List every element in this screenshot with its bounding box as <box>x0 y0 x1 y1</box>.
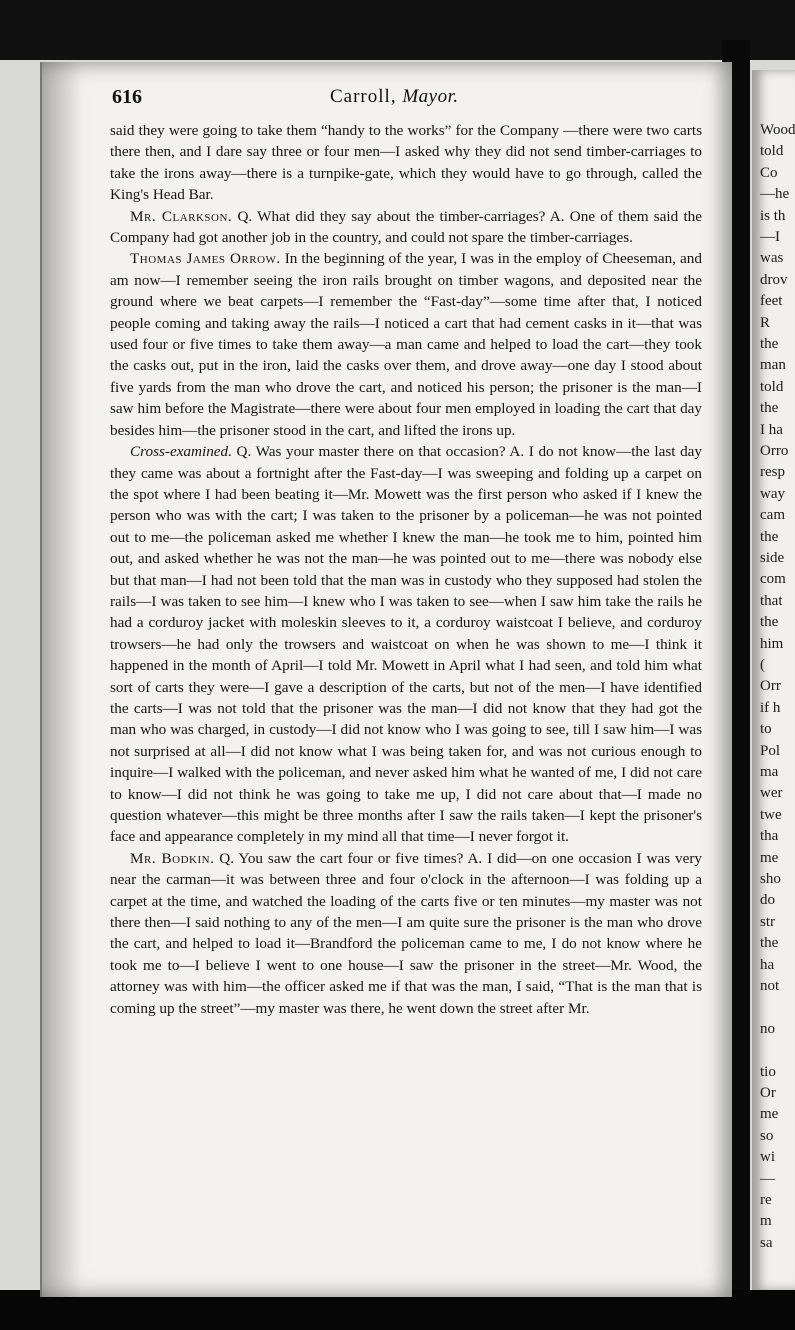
facing-page-line: that <box>760 592 783 609</box>
facing-page-fragment <box>752 70 795 1290</box>
facing-page-line: Orr <box>760 678 781 695</box>
facing-page-line: me <box>760 1106 779 1123</box>
facing-page-line: so <box>760 1127 774 1144</box>
facing-page-line: Wood <box>760 122 795 138</box>
facing-page-line: R <box>760 314 771 331</box>
facing-page-line: not <box>760 978 780 994</box>
facing-page-line: no <box>760 1020 775 1037</box>
paragraph <box>110 248 702 441</box>
facing-page-line: sa <box>760 1234 773 1251</box>
facing-page-line: to <box>760 721 772 738</box>
facing-page-line: —he <box>760 186 790 203</box>
facing-page-line: re <box>760 1192 772 1208</box>
facing-page-line: told <box>760 378 784 395</box>
paragraph <box>110 848 702 1019</box>
paragraph <box>110 120 702 206</box>
page-number: 616 <box>112 86 142 108</box>
speaker-label: Cross-examined. <box>130 443 232 461</box>
running-title: Carroll, Mayor. <box>330 86 459 107</box>
facing-page-line: feet <box>760 293 783 310</box>
facing-page-line: resp <box>760 464 785 481</box>
paragraph <box>110 206 702 249</box>
facing-page-line: drov <box>760 271 788 288</box>
facing-page-line: I ha <box>760 421 783 438</box>
facing-page-line: —I <box>760 229 780 245</box>
paragraph-text: Q. Was your master there on that occasion? A. I do not know—the last day they came was about a fortnight after the Fast-day—I was sweeping and folding up a carpet on the spot where I had been beating it—Mr. Mowett was the first person who asked if I knew the person who was with the cart; I was taken to the prisoner by a policeman—he was not pointed out to me—the policeman asked me whether I knew the man—he took me to him, pointed him out, and asked whether he was not the man—he was pointed out to me—there was nobody else but that man—I had not been told that the man was in custody who they supposed had stolen the rails—I was taken to see him—I knew who I was taken to see—when I saw him take the rails he had a corduroy jacket with moleskin sleeves to it, a corduroy waistcoat I believe, and corduroy trowsers—he had only the trowsers and waistcoat on when he was shown to me—I think it happened in the month of April—I told Mr. Mowett in April what I had seen, and told him what sort of carts they were—I gave a description of the carts, but not of the men—I have identified the carts—I was not told that the prisoner was the man—I did not know that they had got the man who was charged, in custody—I did not know who I was going to see, till I saw him—I was not surprised at all—I did not know what I was being taken for, and was not curious enough to inquire—I walked with the policeman, and never asked him what he wanted of me, I did not care to know—I did not think he was going to take me up, I did not care about that—I made no question whatever—this might be three months after I saw the rails taken—I kept the prisoner's face and appearance completely in my mind all that time—I never forgot it. <box>110 443 702 846</box>
facing-page-line: tha <box>760 828 779 845</box>
facing-page-line: Orro <box>760 443 789 459</box>
facing-page-line: the <box>760 336 779 352</box>
facing-page-line: the <box>760 400 779 417</box>
facing-page-line: do <box>760 892 775 909</box>
facing-page-line: wi <box>760 1149 775 1166</box>
facing-page-line: the <box>760 614 779 631</box>
facing-page-line: sho <box>760 871 781 887</box>
facing-page-line: — <box>760 1170 775 1187</box>
running-head <box>112 86 702 116</box>
facing-page-line: if h <box>760 699 781 716</box>
facing-page-line: Co <box>760 164 778 181</box>
facing-page-line: cam <box>760 507 785 524</box>
paragraph-text: said they were going to take them “handy to the works” for the Company —there were two carts there then, and I dare say three or four men—I asked why they did not send timber-carriages to take the irons away—there is a turnpike-gate, which they would have to go through, called the King's Head Bar. <box>110 122 702 204</box>
facing-page-line: ma <box>760 764 779 780</box>
facing-page-line: me <box>760 849 779 866</box>
body-text <box>110 120 702 1019</box>
facing-page-line: com <box>760 571 786 588</box>
speaker-label: Thomas James Orrow. <box>130 250 281 268</box>
speaker-label: Mr. Clarkson. <box>130 207 233 225</box>
facing-page-line: Pol <box>760 742 781 759</box>
facing-page-line: him <box>760 635 784 652</box>
facing-page-line: the <box>760 528 779 545</box>
paragraph-text: Q. What did they say about the timber-carriages? A. One of them said the Company had got another job in the country, and could not spare the timber-carriages. <box>110 207 702 247</box>
facing-page-line: was <box>760 250 784 267</box>
paragraph-text: In the beginning of the year, I was in the employ of Cheeseman, and am now—I remember seeing the iron rails brought on timber wagons, and deposited near the ground where we beat carpets—I remember the “Fast-day”—some time after that, I noticed people coming and taking away the rails—I noticed a cart that had cement casks in it—that was used four or five times to take them away—a man came and helped to load the cart—they took the casks out, put in the iron, laid the casks over them, and drove away—one day I stood about five yards from the man who drove the cart, and noticed his person; the prisoner is the man—I saw him before the Magistrate—there were about four men employed in loading the cart that day besides him—the prisoner stood in the cart, and lifted the irons up. <box>110 250 702 439</box>
facing-page-line: m <box>760 1213 772 1230</box>
facing-page-line: told <box>760 143 784 160</box>
facing-page-line: the <box>760 935 779 952</box>
facing-page-line: ( <box>760 657 765 673</box>
facing-page-line: man <box>760 357 786 374</box>
facing-page-line: Or <box>760 1085 776 1101</box>
speaker-label: Mr. Bodkin. <box>130 849 215 867</box>
facing-page-line: twe <box>760 806 782 823</box>
facing-page-line: way <box>760 485 785 502</box>
facing-page-line: ha <box>760 956 775 973</box>
facing-page-line: side <box>760 550 785 566</box>
paragraph <box>110 441 702 848</box>
scanner-background-top <box>0 0 795 60</box>
page-edge-shadow <box>42 62 82 1297</box>
facing-page-line: tio <box>760 1063 776 1080</box>
facing-page-line: wer <box>760 785 783 802</box>
paragraph-text: Q. You saw the cart four or five times? A. I did—on one occasion I was very near the carman—it was between three and four o'clock in the afternoon—I was folding up a carpet at the time, and watched the loading of the carts five or ten minutes—my master was not there then—I said nothing to any of the men—I am quite sure the prisoner is the man who drove the cart, and helped to load it—Brandford the policeman came to me, I do not know where he took me to—I believe I went to one house—I saw the prisoner in the street—Mr. Wood, the attorney was with him—the officer asked me if that was the man, I said, “That is the man that is coming up the street”—my master was there, he went down the street after Mr. <box>110 849 703 1017</box>
facing-page-line: is th <box>760 207 786 224</box>
facing-page-line: str <box>760 913 775 930</box>
